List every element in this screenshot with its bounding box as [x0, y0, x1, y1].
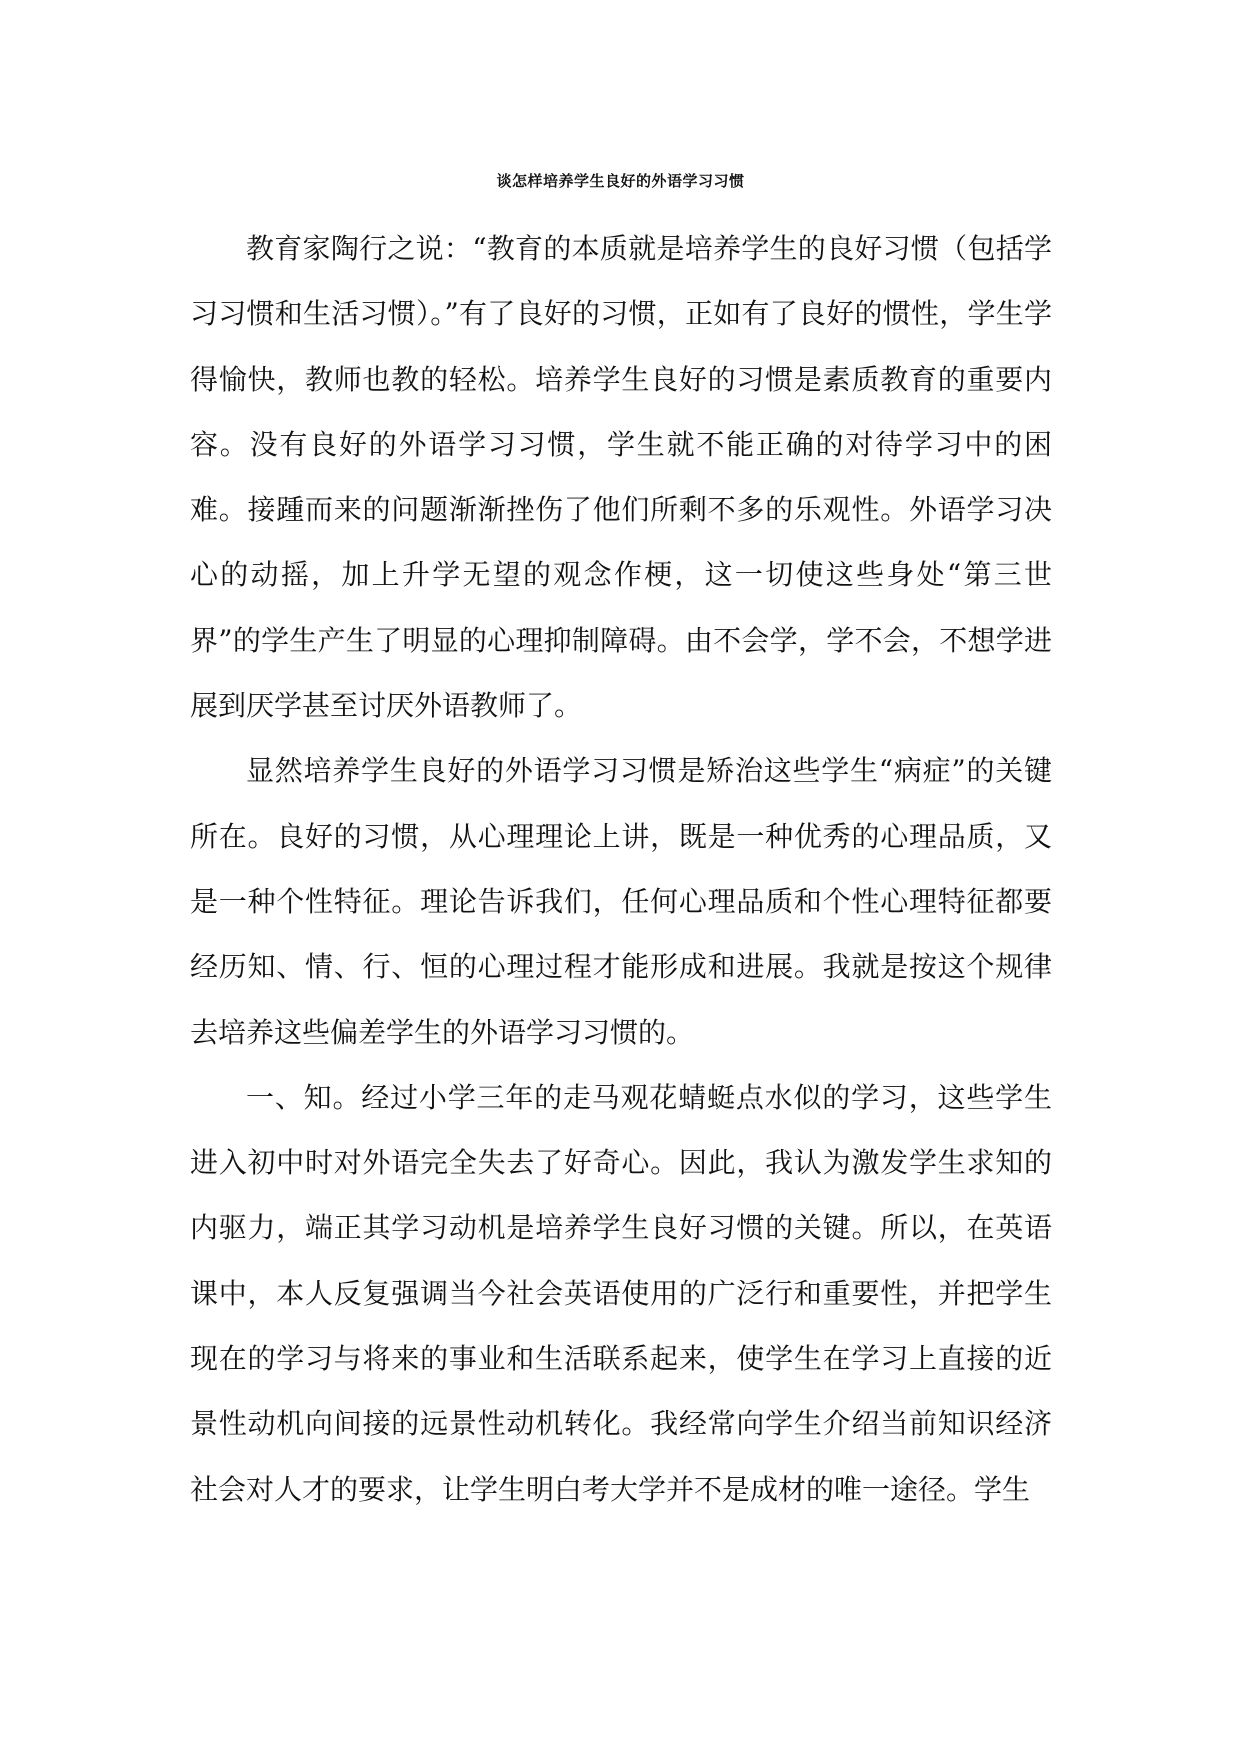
document-body: [190, 216, 1052, 1522]
document-title: 谈怎样培养学生良好的外语学习习惯: [496, 172, 745, 190]
paragraph-1: 教育家陶行之说：“教育的本质就是培养学生的良好习惯（包括学习习惯和生活习惯）。”有了良好的习惯，正如有了良好的惯性，学生学得愉快，教师也教的轻松。培养学生良好的习惯是素质教育的重要内容。没有良好的外语学习习惯，学生就不能正确的对待学习中的困难。接踵而来的问题渐渐挫伤了他们所剩不多的乐观性。外语学习决心的动摇，加上升学无望的观念作梗，这一切使这些身处“第三世界”的学生产生了明显的心理抑制障碍。由不会学，学不会，不想学进展到厌学甚至讨厌外语教师了。: [190, 232, 1052, 723]
paragraph-2: 显然培养学生良好的外语学习习惯是矫治这些学生“病症”的关键所在。良好的习惯，从心理理论上讲，既是一种优秀的心理品质，又是一种个性特征。理论告诉我们，任何心理品质和个性心理特征都要经历知、情、行、恒的心理过程才能形成和进展。我就是按这个规律去培养这些偏差学生的外语学习习惯的。: [190, 754, 1052, 1049]
paragraph-3: 一、知。经过小学三年的走马观花蜻蜓点水似的学习，这些学生进入初中时对外语完全失去了好奇心。因此，我认为激发学生求知的内驱力，端正其学习动机是培养学生良好习惯的关键。所以，在英语课中，本人反复强调当今社会英语使用的广泛行和重要性，并把学生现在的学习与将来的事业和生活联系起来，使学生在学习上直接的近景性动机向间接的远景性动机转化。我经常向学生介绍当前知识经济社会对人才的要求，让学生明白考大学并不是成材的唯一途径。学生: [190, 1080, 1052, 1506]
